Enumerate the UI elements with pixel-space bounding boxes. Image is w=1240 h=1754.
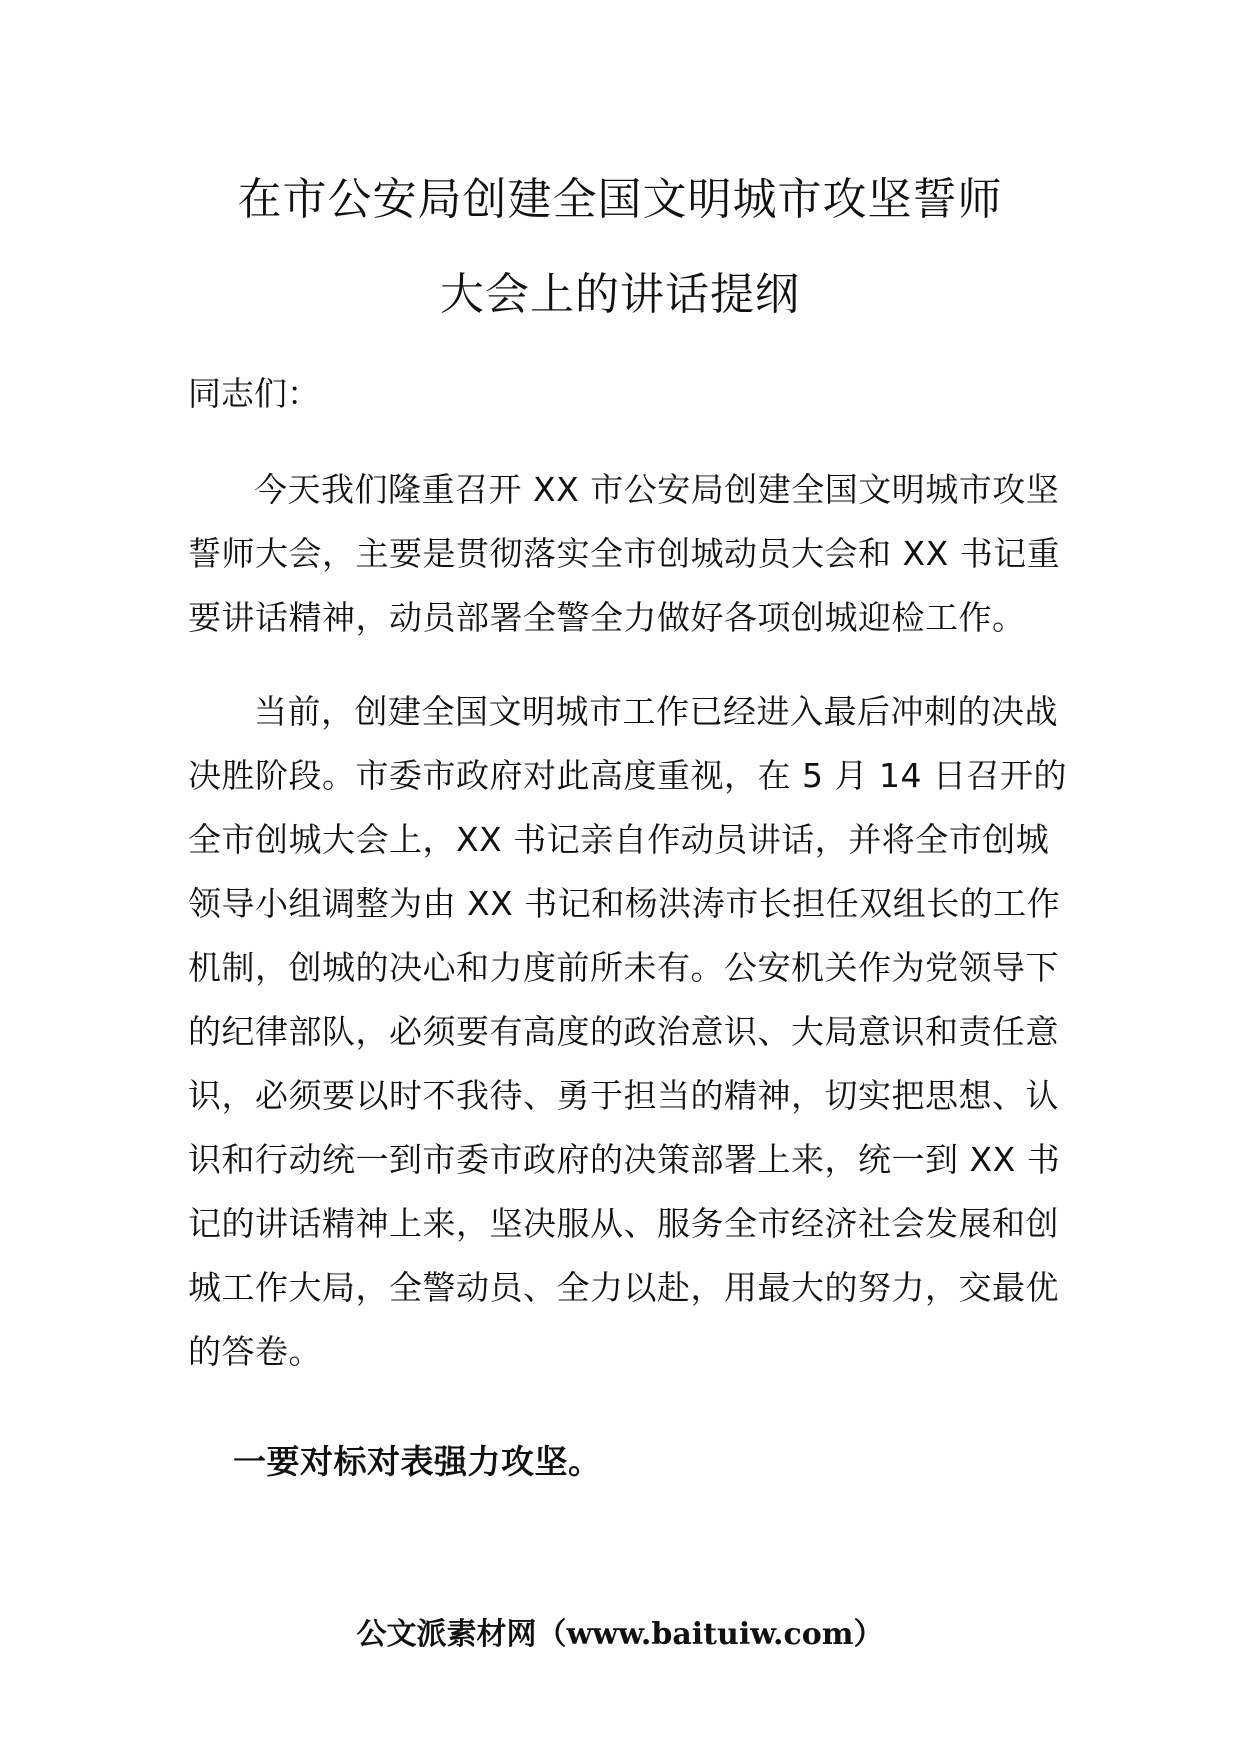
paragraph-2-text: 当前，创建全国文明城市工作已经进入最后冲刺的决战决胜阶段。市委市政府对此高度重视，在 5 月 14 日召开的全市创城大会上，XX 书记亲自作动员讲话，并将全市创城领导小组调整为由 XX 书记和杨洪涛市长担任双组长的工作机制，创城的决心和力度前所未有。公安机关作为党领导下的纪律部队，必须要有高度的政治意识、大局意识和责任意识，必须要以时不我待、勇于担当的精神，切实把思想、认识和行动统一到市委市政府的决策部署上来，统一到 XX 书记的讲话精神上来，坚决服从、服务全市经济社会发展和创城工作大局，全警动员、全力以赴，用最大的努力，交最优的答卷。 [188,692,1067,1371]
salutation: 同志们： [188,374,320,413]
paragraph-1-text: 今天我们隆重召开 XX 市公安局创建全国文明城市攻坚誓师大会，主要是贯彻落实全市创城动员大会和 XX 书记重要讲话精神，动员部署全警全力做好各项创城迎检工作。 [188,470,1061,637]
document-title-line-1: 在市公安局创建全国文明城市攻坚誓师 [237,174,1003,225]
section-heading-1: 一要对标对表强力攻坚。 [233,1442,602,1481]
paragraph-2 [188,680,1068,1384]
footer-watermark: 公文派素材网（www.baituiw.com） [356,1617,884,1652]
paragraph-1 [188,458,1068,650]
document-title-line-2: 大会上的讲话提纲 [440,269,800,320]
